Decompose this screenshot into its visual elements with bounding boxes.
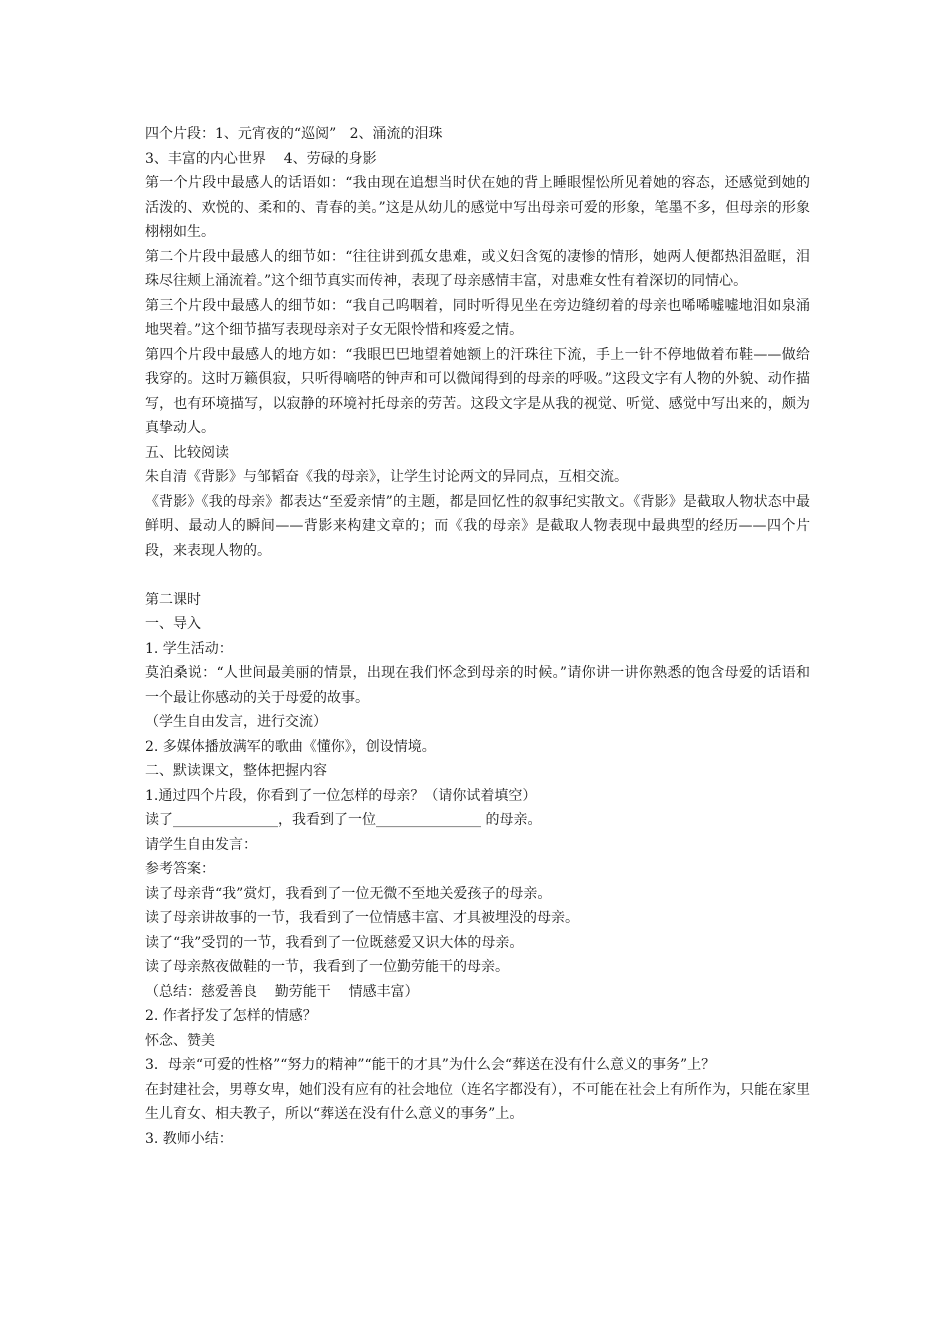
answer-line: 怀念、赞美	[145, 1032, 215, 1049]
item-heading: 1. 学生活动：	[145, 640, 233, 657]
paragraph-line: 请学生自由发言：	[145, 836, 257, 853]
segments-overview-line: 3、丰富的内心世界 4、劳碌的身影	[145, 150, 377, 167]
fill-in-blank-line: 读了_______________，我看到了一位_______________ 的母亲。	[145, 812, 542, 828]
paragraph-segment-two: 第二个片段中最感人的细节如：“往往讲到孤女患难，或义妇含冤的凄惨的情形，她两人便都热泪盈眶，泪珠尽往颊上涌流着。”这个细节真实而传神，表现了母亲感情丰富，对患难女性有着深切的同情心。	[145, 248, 810, 289]
item-heading: 3. 教师小结：	[145, 1130, 233, 1147]
answer-paragraph: 在封建社会，男尊女卑，她们没有应有的社会地位（连名字都没有），不可能在社会上有所作为，只能在家里生儿育女、相夫教子，所以“葬送在没有什么意义的事务”上。	[145, 1081, 810, 1122]
answer-line: 读了母亲熬夜做鞋的一节，我看到了一位勤劳能干的母亲。	[145, 959, 509, 975]
paragraph-note: （学生自由发言，进行交流）	[145, 714, 327, 730]
section-heading-comparison: 五、比较阅读	[145, 444, 229, 461]
paragraph-segment-one: 第一个片段中最感人的话语如：“我由现在追想当时伏在她的背上睡眼惺忪所见着她的容态，还感觉到她的活泼的、欢悦的、柔和的、青春的美。”这是从幼儿的感觉中写出母亲可爱的形象，笔墨不多，但母亲的形象栩栩如生。	[145, 175, 810, 240]
question-line: 2. 作者抒发了怎样的情感？	[145, 1008, 317, 1024]
paragraph-quote: 莫泊桑说：“人世间最美丽的情景，出现在我们怀念到母亲的时候。”请你讲一讲你熟悉的饱含母爱的话语和一个最让你感动的关于母爱的故事。	[145, 665, 810, 706]
question-line: 3．母亲“可爱的性格”“努力的精神”“能干的才具”为什么会“葬送在没有什么意义的事务”上？	[145, 1057, 716, 1073]
paragraph-comparison-answer: 《背影》《我的母亲》都表达“至爱亲情”的主题，都是回忆性的叙事纪实散文。《背影》是截取人物状态中最鲜明、最动人的瞬间——背影来构建文章的；而《我的母亲》是截取人物表现中最典型的经历——四个片段，来表现人物的。	[145, 493, 810, 559]
lesson-heading: 第二课时	[145, 591, 201, 608]
answer-heading: 参考答案：	[145, 861, 215, 877]
paragraph-comparison-task: 朱自清《背影》与邹韬奋《我的母亲》，让学生讨论两文的异同点，互相交流。	[145, 469, 628, 485]
blank-line	[145, 563, 810, 588]
paragraph-segment-four: 第四个片段中最感人的地方如：“我眼巴巴地望着她额上的汗珠往下流，手上一针不停地做着布鞋——做给我穿的。这时万籁俱寂，只听得嘀嗒的钟声和可以微闻得到的母亲的呼吸。”这段文字有人物的外貌、动作描写，也有环境描写，以寂静的环境衬托母亲的劳苦。这段文字是从我的视觉、听觉、感觉中写出来的，颇为真挚动人。	[145, 346, 810, 436]
item-heading: 2. 多媒体播放满军的歌曲《懂你》，创设情境。	[145, 738, 436, 755]
document-page	[145, 122, 810, 1151]
section-heading-intro: 一、导入	[145, 616, 201, 632]
question-line: 1.通过四个片段，你看到了一位怎样的母亲？（请你试着填空）	[145, 787, 537, 804]
paragraph-segment-three: 第三个片段中最感人的细节如：“我自己呜咽着，同时听得见坐在旁边缝纫着的母亲也唏唏嘘嘘地泪如泉涌地哭着。”这个细节描写表现母亲对子女无限怜惜和疼爱之情。	[145, 297, 810, 338]
segments-overview-line: 四个片段：1、元宵夜的“巡阅” 2、涌流的泪珠	[145, 126, 443, 142]
answer-line: 读了“我”受罚的一节，我看到了一位既慈爱又识大体的母亲。	[145, 934, 524, 951]
answer-line: 读了母亲讲故事的一节，我看到了一位情感丰富、才具被埋没的母亲。	[145, 910, 579, 926]
section-heading-reading: 二、默读课文，整体把握内容	[145, 763, 327, 779]
summary-line: （总结：慈爱善良 勤劳能干 情感丰富）	[145, 983, 419, 1000]
answer-line: 读了母亲背“我”赏灯，我看到了一位无微不至地关爱孩子的母亲。	[145, 885, 552, 902]
